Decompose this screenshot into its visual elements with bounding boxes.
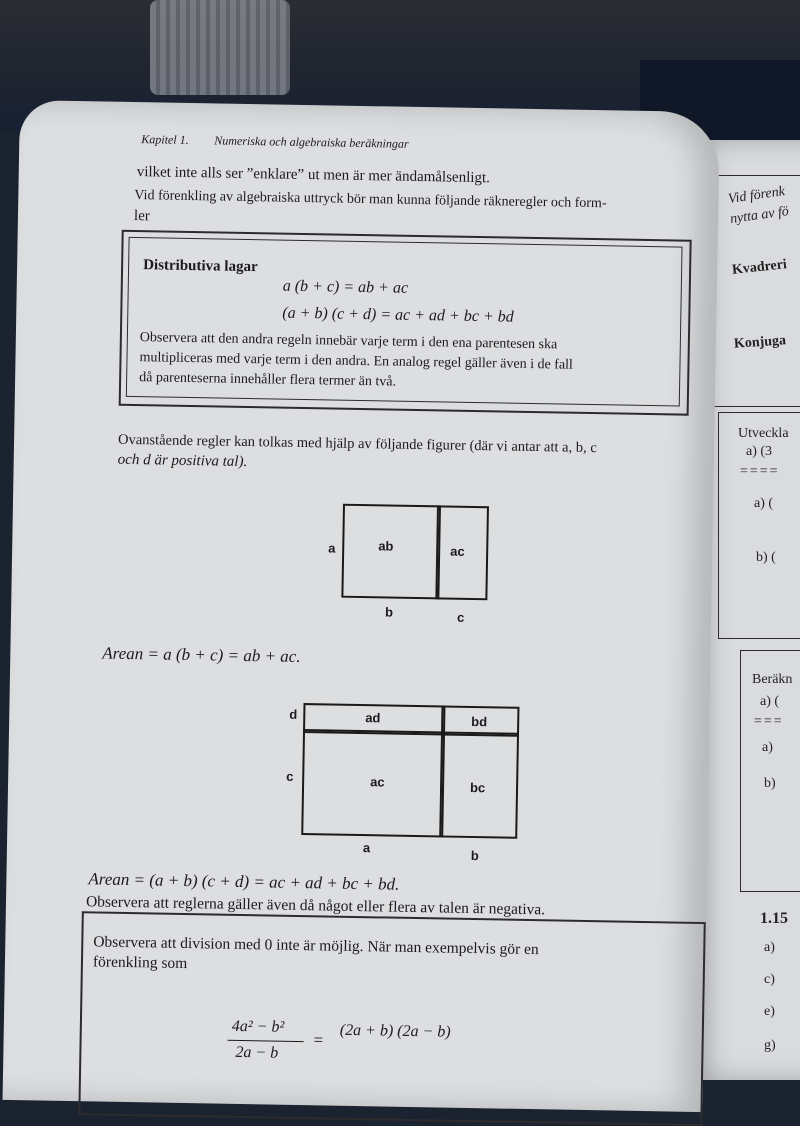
- division-line-2: förenkling som: [92, 953, 188, 973]
- figure-1-label-ac: ac: [450, 543, 465, 559]
- background-device: [150, 0, 290, 95]
- division-box: [78, 911, 705, 1126]
- distributive-box: [119, 230, 692, 416]
- intro-line-2: Vid förenkling av algebraiska uttryck bör man kunna följande räkneregler och form-: [134, 188, 607, 212]
- law-note-line-3: då parenteserna innehåller flera termer än två.: [139, 370, 397, 390]
- right-item-1: a) (3: [746, 444, 773, 459]
- intro-line-1: vilket inte alls ser ”enklare” ut men är mer ändamålsenligt.: [136, 164, 491, 187]
- figure-1-label-ab: ab: [378, 538, 394, 554]
- right-item-2: a) (: [754, 496, 774, 511]
- law-2: (a + b) (c + d) = ac + ad + bc + bd: [282, 304, 514, 326]
- area-1: Arean = a (b + c) = ab + ac.: [102, 643, 301, 666]
- figure-1-bottom-b: b: [384, 604, 394, 620]
- right-item-5: a): [762, 740, 773, 755]
- fraction-denominator: 2a − b: [235, 1043, 279, 1062]
- area-2: Arean = (a + b) (c + d) = ac + ad + bc + bd.: [88, 869, 400, 894]
- distributive-title: Distributiva lagar: [142, 257, 258, 276]
- right-item-4: a) (: [760, 694, 780, 709]
- right-heading-2: Konjuga: [733, 333, 787, 352]
- figure-2-label-bc: bc: [469, 779, 486, 796]
- right-divider: ====: [740, 464, 780, 479]
- figure-2-bottom-a: a: [362, 840, 371, 856]
- negative-note: Observera att reglerna gäller även då något eller flera av talen är negativa.: [85, 893, 546, 919]
- fraction-numerator: 4a² − b²: [231, 1017, 285, 1036]
- right-ex-item-g: g): [764, 1038, 776, 1053]
- figure-2-label-bd: bd: [471, 713, 488, 730]
- fraction-bar: [228, 1040, 304, 1042]
- right-divider-2: ===: [754, 714, 784, 729]
- right-line-2: nytta av fö: [729, 203, 790, 228]
- figure-1-bottom-c: c: [456, 609, 465, 625]
- figure-2-label-ad: ad: [365, 710, 381, 726]
- intro-line-3: ler: [133, 208, 150, 225]
- right-ex-item-e: e): [764, 1004, 775, 1019]
- right-item-3: b) (: [756, 550, 776, 565]
- figure-2-side-c: c: [286, 768, 294, 784]
- right-ex-item-c: c): [764, 972, 775, 987]
- right-line-1: Vid förenk: [727, 184, 786, 207]
- chapter-title: Numeriska och algebraiska beräkningar: [214, 133, 409, 151]
- equals-sign: =: [313, 1030, 324, 1050]
- right-heading-1: Kvadreri: [731, 257, 788, 278]
- right-ex-item-a: a): [764, 940, 775, 955]
- figure-1-side-a: a: [328, 540, 336, 556]
- figure-2-side-d: d: [289, 706, 298, 722]
- right-section-2: Beräkn: [752, 672, 793, 687]
- division-line-1: Observera att division med 0 inte är möjlig. När man exempelvis gör en: [93, 933, 539, 959]
- figures-intro-line-1: Ovanstående regler kan tolkas med hjälp av följande figurer (där vi antar att a, b, c: [117, 431, 597, 457]
- law-1: a (b + c) = ab + ac: [282, 277, 409, 297]
- law-note-line-1: Observera att den andra regeln innebär varje term i den ena parentesen ska: [139, 330, 558, 353]
- figures-intro-line-2: och d är positiva tal).: [117, 451, 248, 471]
- right-item-6: b): [764, 776, 776, 791]
- figure-2-label-ac: ac: [370, 774, 385, 790]
- fraction-rhs: (2a + b) (2a − b): [339, 1021, 451, 1041]
- law-note-line-2: multipliceras med varje term i den andra. En analog regel gäller även i de fall: [139, 350, 574, 373]
- right-exercise-number: 1.15: [760, 910, 788, 927]
- right-section-1: Utveckla: [738, 426, 789, 441]
- chapter-label: Kapitel 1.: [141, 132, 189, 147]
- left-page: [3, 100, 720, 1112]
- figure-2-bottom-b: b: [470, 847, 479, 864]
